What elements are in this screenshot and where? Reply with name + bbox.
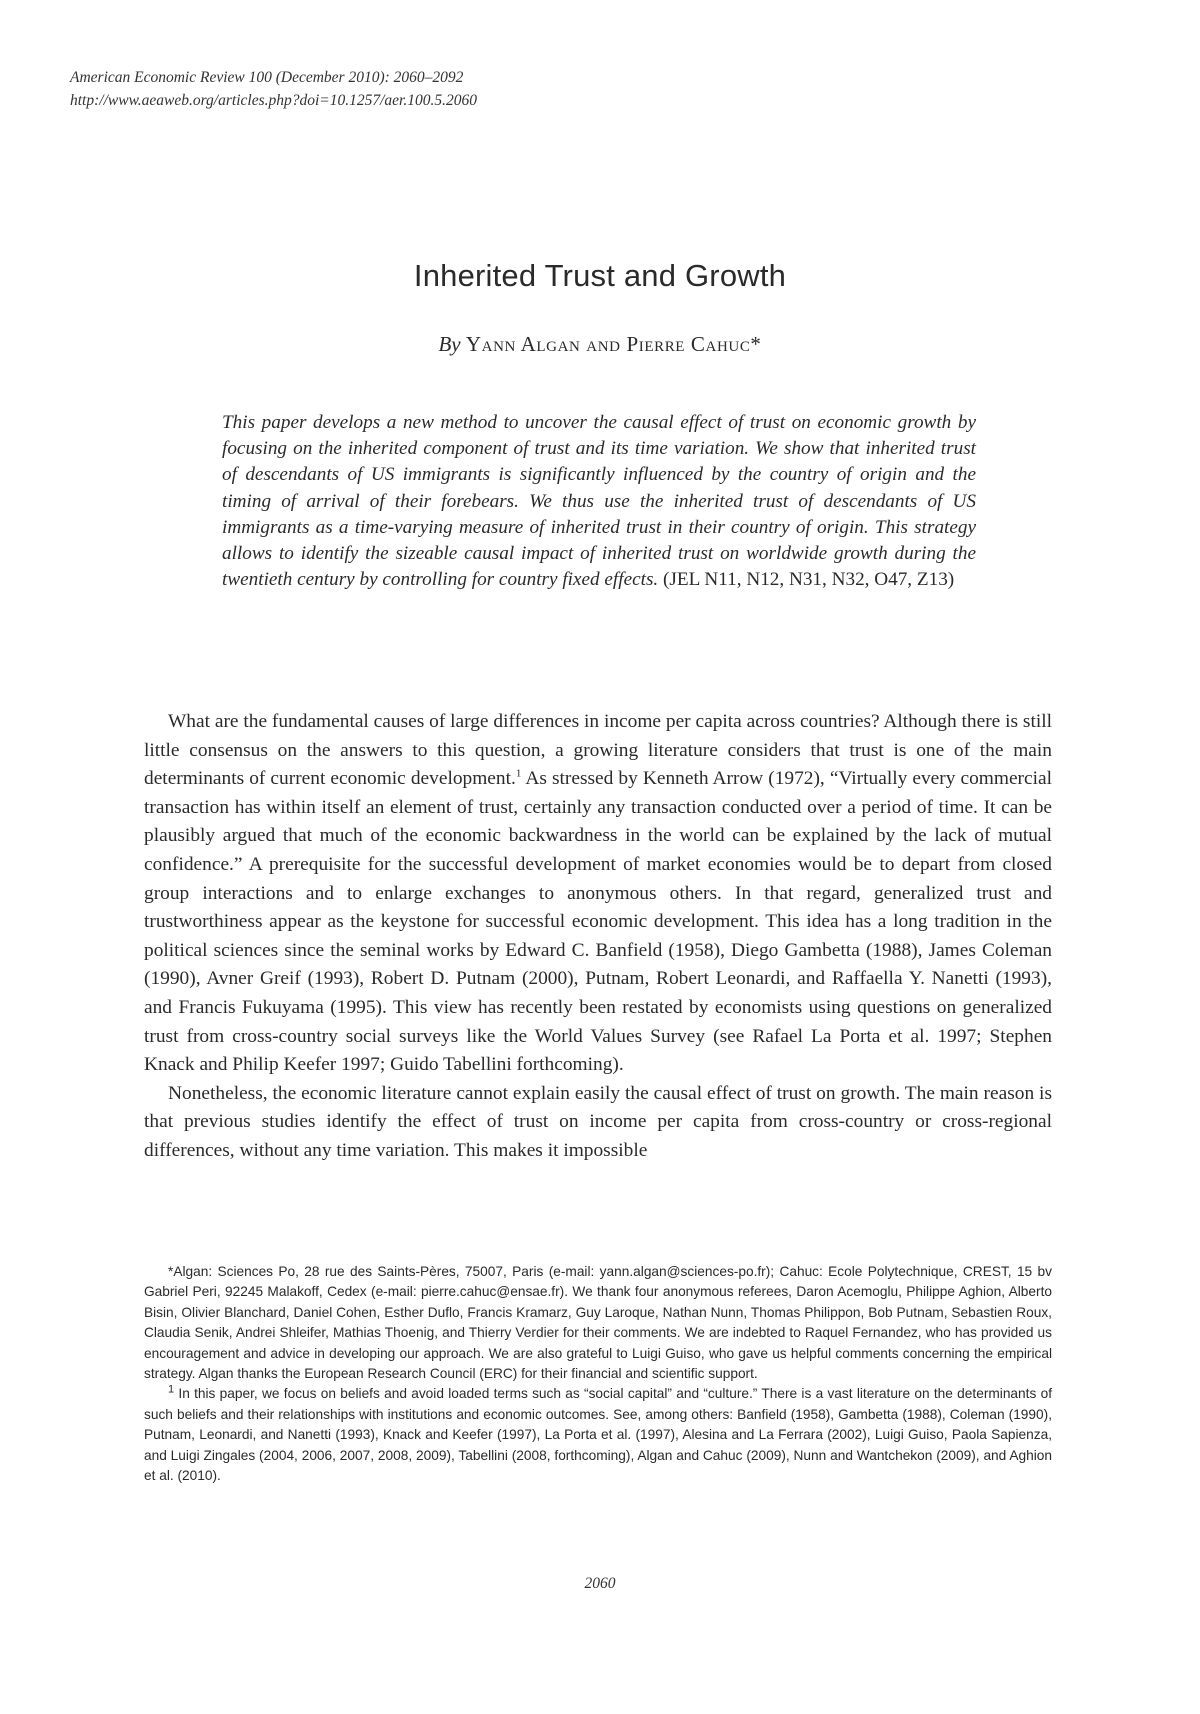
author-names: Yann Algan and Pierre Cahuc* bbox=[465, 332, 762, 356]
body-paragraph bbox=[144, 708, 1052, 1080]
body-text bbox=[144, 708, 1052, 1166]
paragraph-text: What are the fundamental causes of large differences in income per capita across countries? Although there is still little consensus on the answers to this question, a growing literature considers that trust is one of the main determinants of current economic development. bbox=[144, 711, 1052, 790]
footnote-1 bbox=[144, 1384, 1052, 1486]
byline bbox=[0, 332, 1200, 357]
article-url[interactable]: http://www.aeaweb.org/articles.php?doi=10.1257/aer.100.5.2060 bbox=[70, 92, 477, 109]
footnotes bbox=[144, 1262, 1052, 1486]
abstract bbox=[222, 410, 976, 593]
journal-header bbox=[70, 66, 477, 112]
footnote-number: 1 bbox=[168, 1383, 175, 1396]
author-footnote: *Algan: Sciences Po, 28 rue des Saints-Pères, 75007, Paris (e-mail: yann.algan@sciences-po.fr); Cahuc: Ecole Polytechnique, CREST, 15 bv Gabriel Peri, 92245 Malakoff, Cedex (e-mail: pierre.cahuc@ensae.fr). We thank four anonymous referees, Daron Acemoglu, Philippe Aghion, Alberto Bisin, Olivier Blanchard, Daniel Cohen, Esther Duflo, Francis Kramarz, Guy Laroque, Nathan Nunn, Thomas Philippon, Bob Putnam, Sebastien Roux, Claudia Senik, Andrei Shleifer, Mathias Thoenig, and Thierry Verdier for their comments. We are indebted to Raquel Fernandez, who has provided us encouragement and advice in developing our approach. We are also grateful to Luigi Guiso, who gave us helpful comments concerning the empirical strategy. Algan thanks the European Research Council (ERC) for their financial and scientific support. bbox=[144, 1264, 1052, 1382]
jel-codes: (JEL N11, N12, N31, N32, O47, Z13) bbox=[663, 569, 955, 591]
paragraph-text: As stressed by Kenneth Arrow (1972), “Virtually every commercial transaction has within itself an element of trust, certainly any transaction conducted over a period of time. It can be plausibly argued that much of the economic backwardness in the world can be explained by the lack of mutual confidence.” A prerequisite for the successful development of market economies would be to depart from closed group interactions and to enlarge exchanges to anonymous others. In that regard, generalized trust and trustworthiness appear as the keystone for successful economic development. This idea has a long tradition in the political sciences since the seminal works by Edward C. Banfield (1958), Diego Gambetta (1988), James Coleman (1990), Avner Greif (1993), Robert D. Putnam (2000), Putnam, Robert Leonardi, and Raffaella Y. Nanetti (1993), and Francis Fukuyama (1995). This view has recently been restated by economists using questions on generalized trust from cross-country social surveys like the World Values Survey (see Rafael La Porta et al. 1997; Stephen Knack and Philip Keefer 1997; Guido Tabellini forthcoming). bbox=[144, 768, 1053, 1076]
article-title: Inherited Trust and Growth bbox=[413, 258, 787, 293]
footnote-text: In this paper, we focus on beliefs and avoid loaded terms such as “social capital” and “culture.” There is a vast literature on the determinants of such beliefs and their relationships with institutions and economic outcomes. See, among others: Banfield (1958), Gambetta (1988), Coleman (1990), Putnam, Leonardi, and Nanetti (1993), Knack and Keefer (1997), La Porta et al. (1997), Alesina and La Ferrara (2002), Luigi Guiso, Paola Sapienza, and Luigi Zingales (2004, 2006, 2007, 2008, 2009), Tabellini (2008, forthcoming), Algan and Cahuc (2009), Nunn and Wantchekon (2009), and Aghion et al. (2010). bbox=[144, 1386, 1052, 1484]
page-number: 2060 bbox=[584, 1575, 616, 1592]
body-paragraph: Nonetheless, the economic literature cannot explain easily the causal effect of trust on growth. The main reason is that previous studies identify the effect of trust on income per capita from cross-country or cross-regional differences, without any time variation. This makes it impossible bbox=[144, 1082, 1052, 1161]
byline-by: By bbox=[438, 332, 461, 356]
footnote-marker[interactable]: 1 bbox=[515, 767, 522, 780]
abstract-text: This paper develops a new method to uncover the causal effect of trust on economic growth by focusing on the inherited component of trust and its time variation. We show that inherited trust of descendants of US immigrants is significantly influenced by the country of origin and the timing of arrival of their forebears. We thus use the inherited trust of descendants of US immigrants as a time-varying measure of inherited trust in their country of origin. This strategy allows to identify the sizeable causal impact of inherited trust on worldwide growth during the twentieth century by controlling for country fixed effects. bbox=[222, 412, 976, 591]
journal-citation: American Economic Review 100 (December 2010): 2060–2092 bbox=[70, 69, 464, 86]
